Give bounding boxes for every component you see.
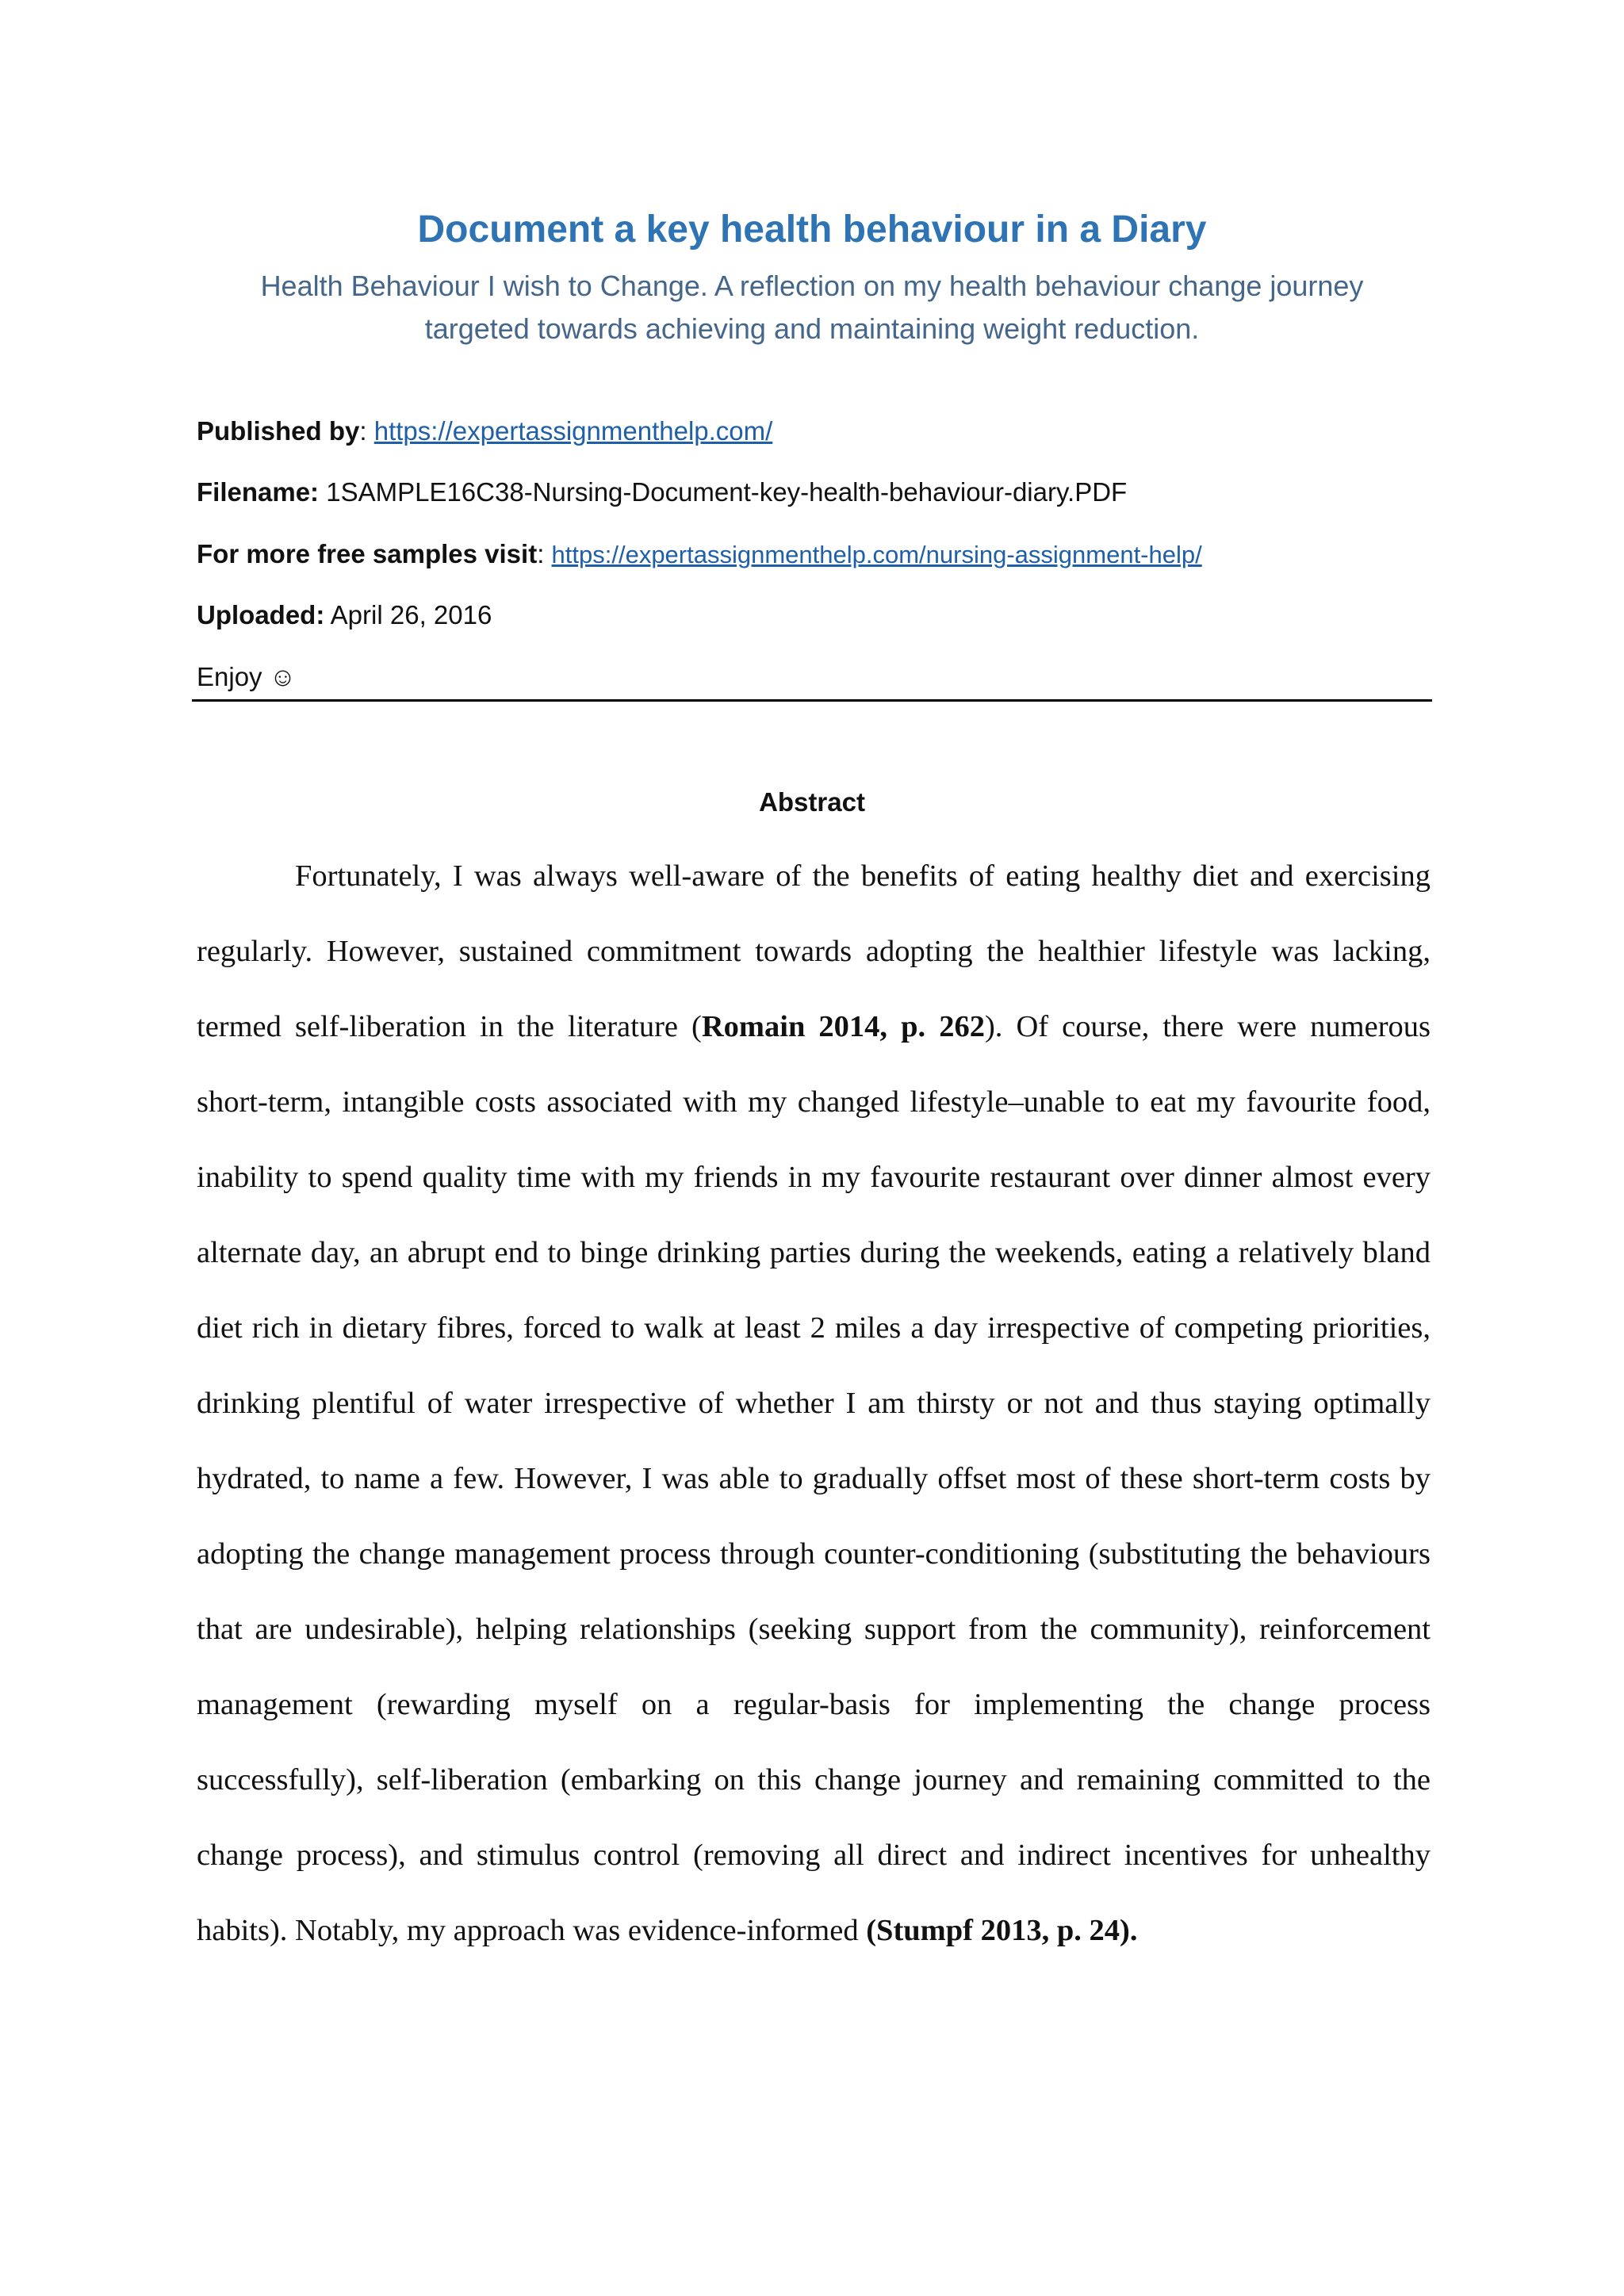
filename-value: 1SAMPLE16C38-Nursing-Document-key-health-behaviour-diary.PDF: [319, 477, 1128, 507]
free-samples-line: [197, 537, 1434, 572]
header-divider: [192, 699, 1432, 702]
enjoy-text: Enjoy ☺: [197, 662, 297, 691]
citation-stumpf: (Stumpf 2013, p. 24).: [866, 1914, 1138, 1947]
published-by-link[interactable]: https://expertassignmenthelp.com/: [373, 416, 773, 446]
document-subtitle: Health Behaviour I wish to Change. A reflection on my health behaviour change journey targeted towards achieving and maintaining weight reduction.: [260, 270, 1364, 345]
filename-label: Filename:: [197, 477, 320, 507]
uploaded-line: [197, 598, 1434, 633]
free-samples-label: For more free samples visit: [197, 539, 538, 568]
uploaded-label: Uploaded:: [197, 600, 325, 629]
abstract-text-part-2: ). Of course, there were numerous short-term, intangible costs associated with my changed lifestyle–unable to eat my favourite food, inability to spend quality time with my friends in my favourite restaurant over dinner almost every alternate day, an abrupt end to binge drinking parties during the weekends, eating a relatively bland diet rich in dietary fibres, forced to walk at least 2 miles a day irrespective of competing priorities, drinking plentiful of water irrespective of whether I am thirsty or not and thus staying optimally hydrated, to name a few. However, I was able to gradually offset most of these short-term costs by adopting the change management process through counter-conditioning (substituting the behaviours that are undesirable), helping relationships (seeking support from the community), reinforcement management (rewarding myself on a regular-basis for implementing the change process successfully), self-liberation (embarking on this change journey and remaining committed to the change process), and stimulus control (removing all direct and indirect incentives for unhealthy habits). Notably, my approach was evidence-informed: [197, 1010, 1431, 1947]
published-by-label: Published by: [197, 416, 360, 446]
document-title: Document a key health behaviour in a Diary: [417, 209, 1207, 251]
free-samples-separator: :: [537, 539, 552, 568]
published-by-separator: :: [359, 416, 374, 446]
citation-romain: Romain 2014, p. 262: [701, 1010, 985, 1043]
published-by-line: [197, 414, 1434, 449]
uploaded-value: April 26, 2016: [324, 600, 492, 629]
free-samples-link[interactable]: https://expertassignmenthelp.com/nursing-assignment-help/: [551, 541, 1202, 568]
enjoy-line: [197, 660, 1434, 695]
abstract-heading: Abstract: [759, 787, 865, 817]
abstract-paragraph: [197, 839, 1431, 1969]
filename-line: [197, 475, 1434, 510]
abstract-text-part-1: Fortunately, I was always well-aware of the benefits of eating healthy diet and exercising regularly. However, sustained commitment towards adopting the healthier lifestyle was lacking, termed self-liberation in the literature (: [197, 859, 1431, 1043]
